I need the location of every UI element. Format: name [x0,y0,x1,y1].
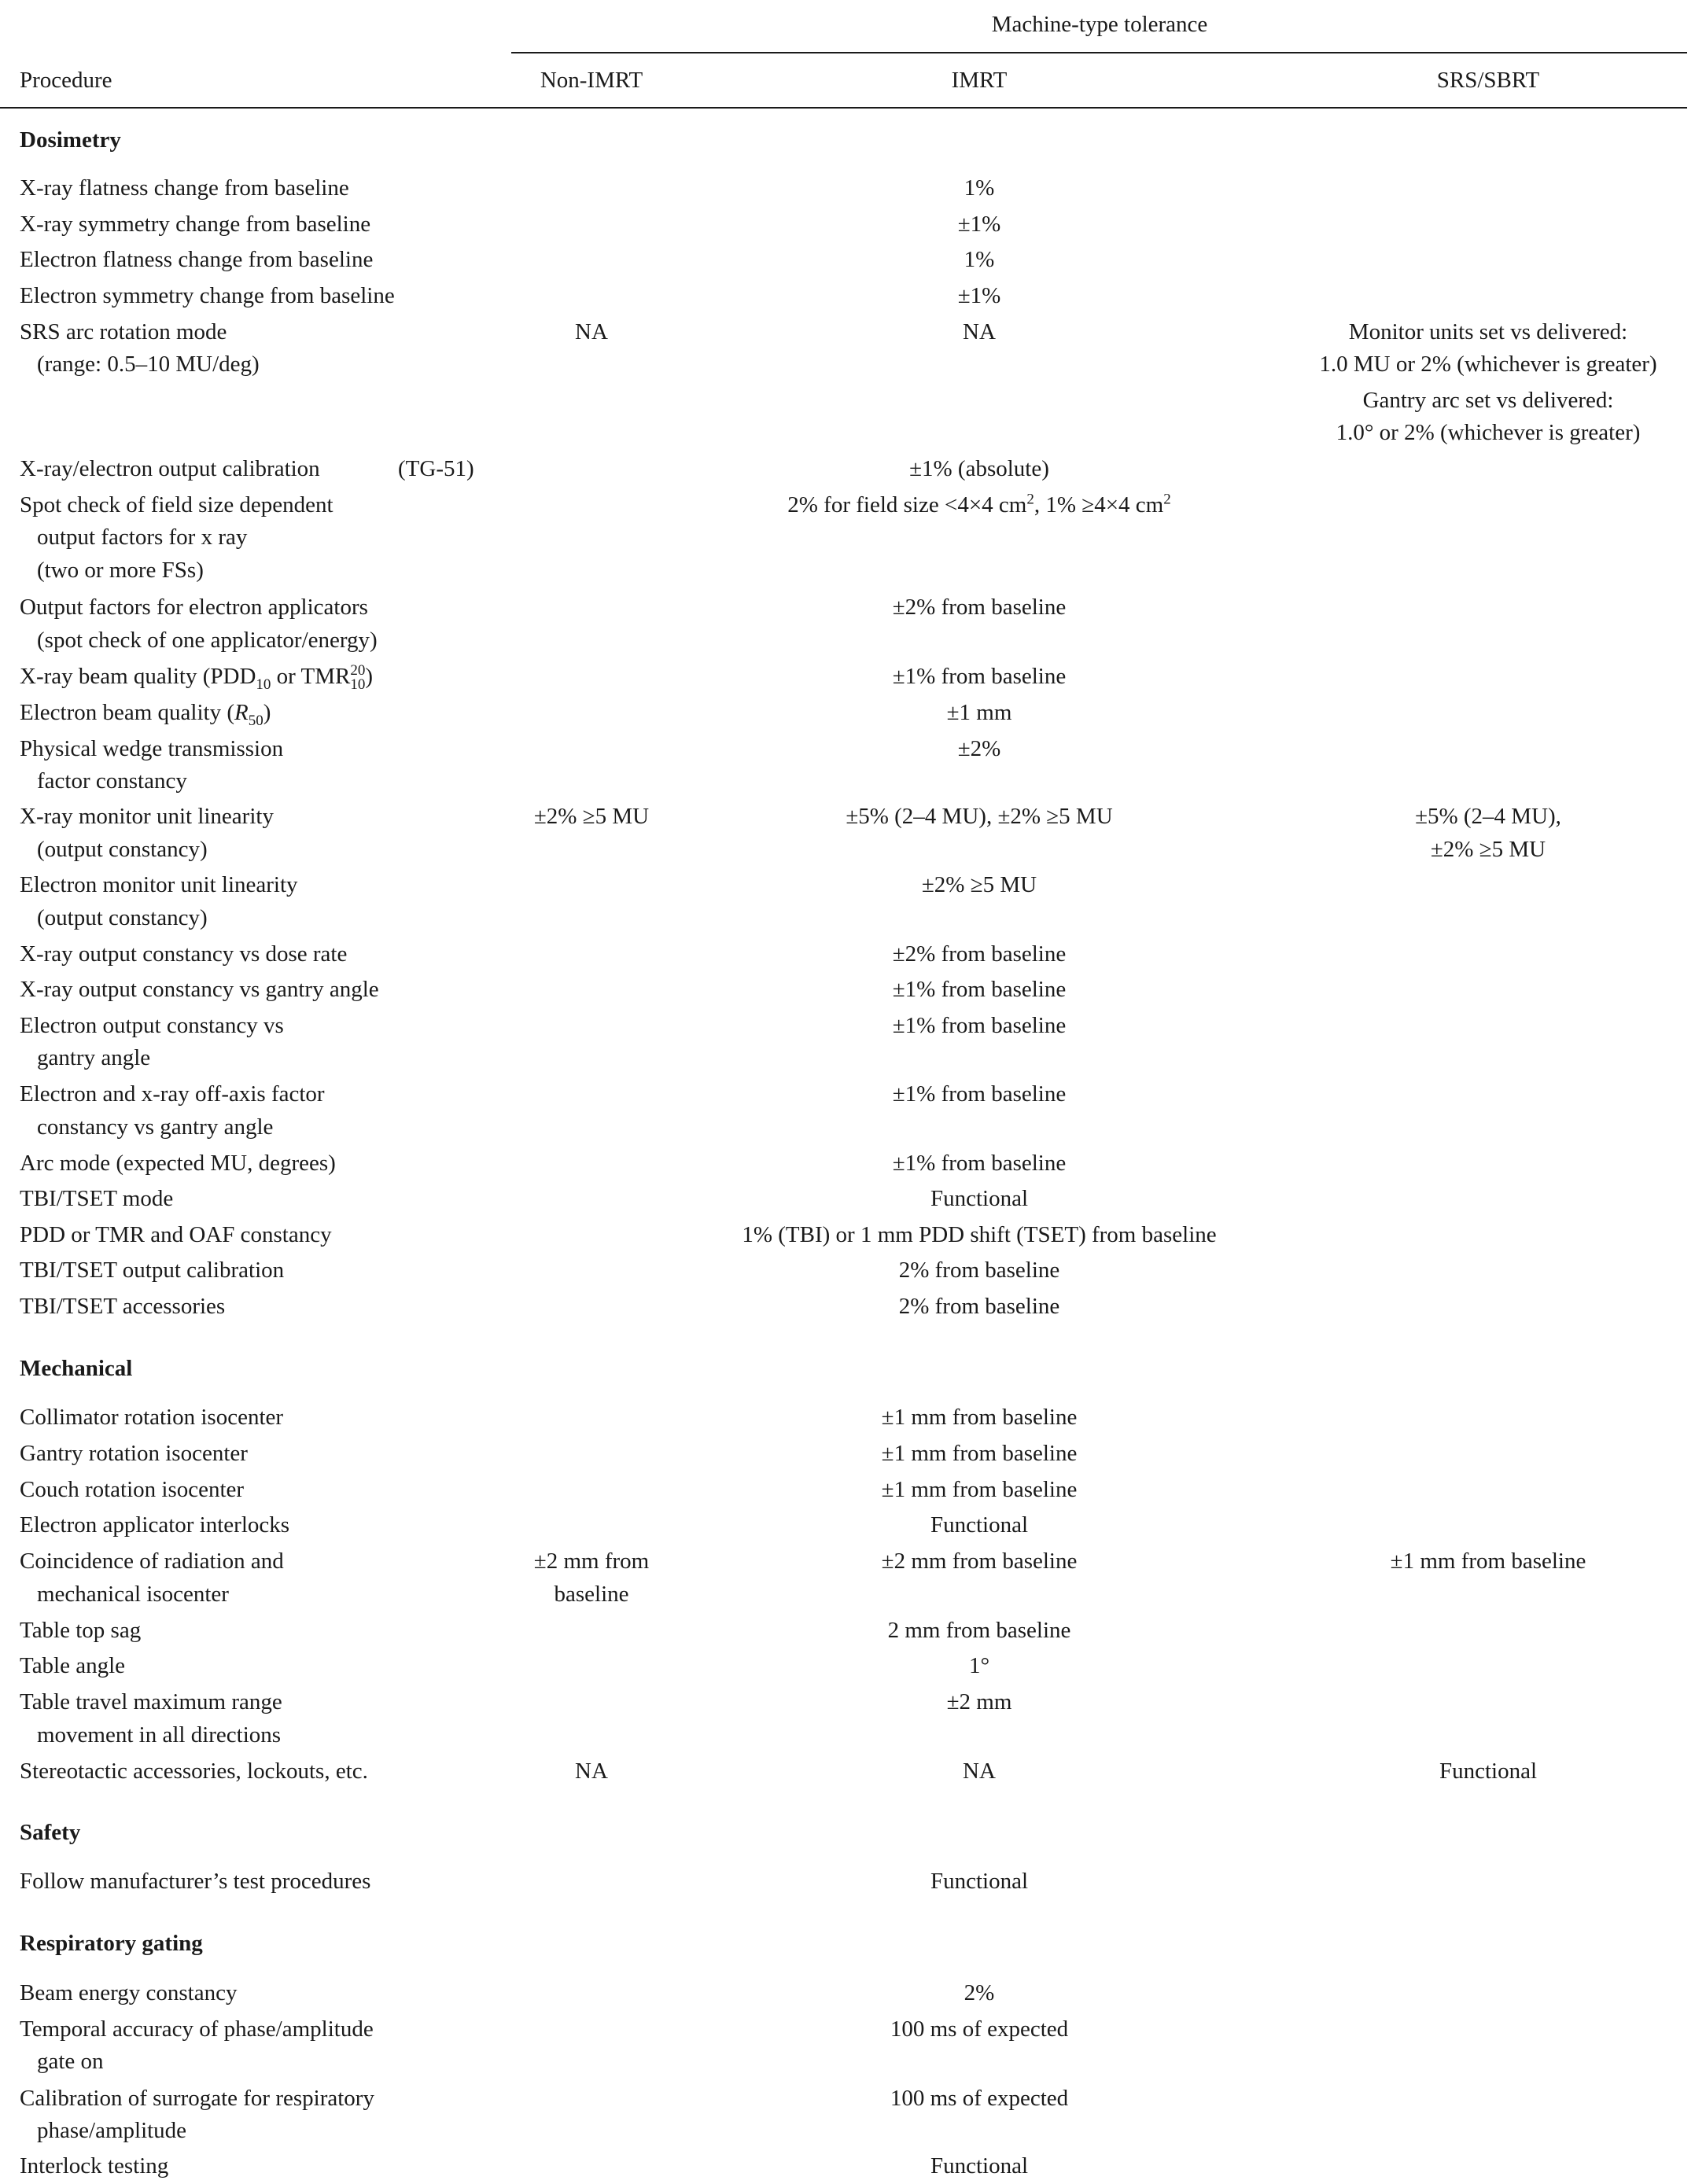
cell-imrt: ±1% from baseline [892,1151,1067,1176]
row-label: Electron symmetry change from baseline [20,283,395,308]
cell-imrt: ±2% from baseline [892,941,1067,967]
row-label-continued: gantry angle [37,1045,151,1070]
row-label: Table travel maximum range [20,1689,282,1714]
row-label: Calibration of surrogate for respiratory [20,2086,374,2111]
row-label: Collimator rotation isocenter [20,1405,284,1430]
cell-imrt: 2% from baseline [898,1294,1060,1319]
row-label-continued: factor constancy [37,768,187,794]
cell-non-imrt: ±2% ≥5 MU [533,804,650,829]
row-label-continued: constancy vs gantry angle [37,1114,274,1140]
row-label-continued: (spot check of one applicator/energy) [37,628,378,653]
cell-imrt: ±2 mm from baseline [881,1549,1078,1574]
row-label: Stereotactic accessories, lockouts, etc. [20,1759,368,1784]
cell-srs: ±5% (2–4 MU), [1415,804,1561,829]
cell-non-imrt: NA [575,319,608,344]
cell-srs: Functional [1439,1759,1538,1784]
cell-imrt: Functional [930,1869,1029,1894]
row-label-continued: (output constancy) [37,837,208,862]
cell-imrt: 1° [968,1653,990,1678]
cell-imrt: 1% [964,175,995,201]
cell-imrt: ±2% from baseline [892,595,1067,620]
row-label: TBI/TSET mode [20,1186,174,1211]
row-label: Electron flatness change from baseline [20,247,374,272]
row-label: X-ray beam quality ($PDD_{10}$ or TMR 20 10 ) [20,662,374,694]
header-group-rule [511,52,1687,53]
row-label: TBI/TSET output calibration [20,1258,285,1283]
section-title-mechanical: Mechanical [20,1356,133,1381]
cell-imrt: ±2% [957,736,1001,761]
row-label-reference: (TG-51) [398,456,474,481]
cell-srs: Monitor units set vs delivered: [1348,319,1628,344]
cell-non-imrt: baseline [554,1582,629,1607]
cell-srs: ±2% ≥5 MU [1430,837,1546,862]
cell-imrt: ±1% [957,212,1001,237]
row-label-continued: output factors for x ray [37,525,248,550]
section-title-dosimetry: Dosimetry [20,127,121,153]
section-title-safety: Safety [20,1820,81,1845]
cell-imrt: ±1 mm [946,700,1012,725]
row-label: SRS arc rotation mode [20,319,227,344]
cell-imrt: Functional [930,1186,1029,1211]
row-label: Output factors for electron applicators [20,595,368,620]
cell-imrt: ±1 mm from baseline [881,1405,1078,1430]
row-label: Follow manufacturer’s test procedures [20,1869,371,1894]
cell-imrt: 2 mm from baseline [887,1618,1071,1643]
row-label: Electron applicator interlocks [20,1512,290,1538]
cell-imrt: 100 ms of expected [890,2016,1069,2042]
row-label: Table top sag [20,1618,142,1643]
row-label: Temporal accuracy of phase/amplitude [20,2016,374,2042]
cell-imrt: ±1% from baseline [892,1013,1067,1038]
cell-imrt: 1% [964,247,995,272]
header-non-imrt: Non-IMRT [540,68,643,93]
cell-srs: Gantry arc set vs delivered: [1362,388,1614,413]
row-label-continued: (range: 0.5–10 MU/deg) [37,352,260,377]
cell-imrt: ±5% (2–4 MU), ±2% ≥5 MU [846,804,1113,829]
cell-imrt: NA [963,319,996,344]
cell-imrt: 100 ms of expected [890,2086,1069,2111]
section-title-respiratory-gating: Respiratory gating [20,1931,203,1956]
cell-imrt: ±1% from baseline [892,1081,1067,1107]
row-label: X-ray output constancy vs dose rate [20,941,348,967]
row-label: Beam energy constancy [20,1980,238,2005]
row-label-continued: movement in all directions [37,1722,282,1748]
row-label: Couch rotation isocenter [20,1477,245,1502]
header-srs-sbrt: SRS/SBRT [1436,68,1540,93]
row-label: Interlock testing [20,2153,169,2178]
cell-imrt: 1% (TBI) or 1 mm PDD shift (TSET) from baseline [742,1222,1217,1247]
row-label-continued: (output constancy) [37,905,208,930]
header-procedure: Procedure [20,68,112,93]
row-label-continued: gate on [37,2049,104,2074]
row-label: TBI/TSET accessories [20,1294,226,1319]
cell-srs: 1.0 MU or 2% (whichever is greater) [1319,352,1657,377]
row-label: Electron and x-ray off-axis factor [20,1081,325,1107]
row-label-continued: phase/amplitude [37,2118,187,2143]
row-label: Electron monitor unit linearity [20,872,298,897]
row-label: Physical wedge transmission [20,736,284,761]
cell-non-imrt: NA [575,1759,608,1784]
row-label: X-ray output constancy vs gantry angle [20,977,379,1002]
cell-imrt: ±1% from baseline [892,664,1067,689]
row-label: X-ray/electron output calibration [20,456,320,481]
row-label: Spot check of field size dependent [20,492,333,517]
cell-imrt: ±1% from baseline [892,977,1067,1002]
row-label: Electron beam quality $(R_{50})$ [20,700,271,729]
row-label-continued: (two or more FSs) [37,558,204,583]
cell-non-imrt: ±2 mm from [533,1549,650,1574]
row-label: X-ray symmetry change from baseline [20,212,371,237]
cell-imrt: ±2% ≥5 MU [921,872,1037,897]
row-label: PDD or TMR and OAF constancy [20,1222,332,1247]
header-group-label: Machine-type tolerance [991,12,1208,37]
row-label: Electron output constancy vs [20,1013,284,1038]
cell-srs: ±1 mm from baseline [1390,1549,1586,1574]
cell-imrt: ±1 mm from baseline [881,1477,1078,1502]
cell-imrt: Functional [930,2153,1029,2178]
cell-imrt: 2% for field size <4×4 $cm^2$, 1% ≥4×4 $cm^2$ [787,491,1171,517]
row-label: Arc mode (expected MU, degrees) [20,1151,336,1176]
cell-imrt: ±1% (absolute) [909,456,1049,481]
cell-imrt: ±1 mm from baseline [881,1441,1078,1466]
row-label-continued: mechanical isocenter [37,1582,229,1607]
cell-imrt: Functional [930,1512,1029,1538]
cell-srs: 1.0° or 2% (whichever is greater) [1336,420,1641,445]
row-label: Table angle [20,1653,126,1678]
row-label: Gantry rotation isocenter [20,1441,248,1466]
header-bottom-rule [0,107,1687,109]
cell-imrt: ±2 mm [946,1689,1012,1714]
cell-imrt: ±1% [957,283,1001,308]
header-imrt: IMRT [951,68,1008,93]
row-label: X-ray flatness change from baseline [20,175,349,201]
row-label: Coincidence of radiation and [20,1549,284,1574]
cell-imrt: NA [963,1759,996,1784]
row-label: X-ray monitor unit linearity [20,804,274,829]
cell-imrt: 2% [964,1980,995,2005]
cell-imrt: 2% from baseline [898,1258,1060,1283]
